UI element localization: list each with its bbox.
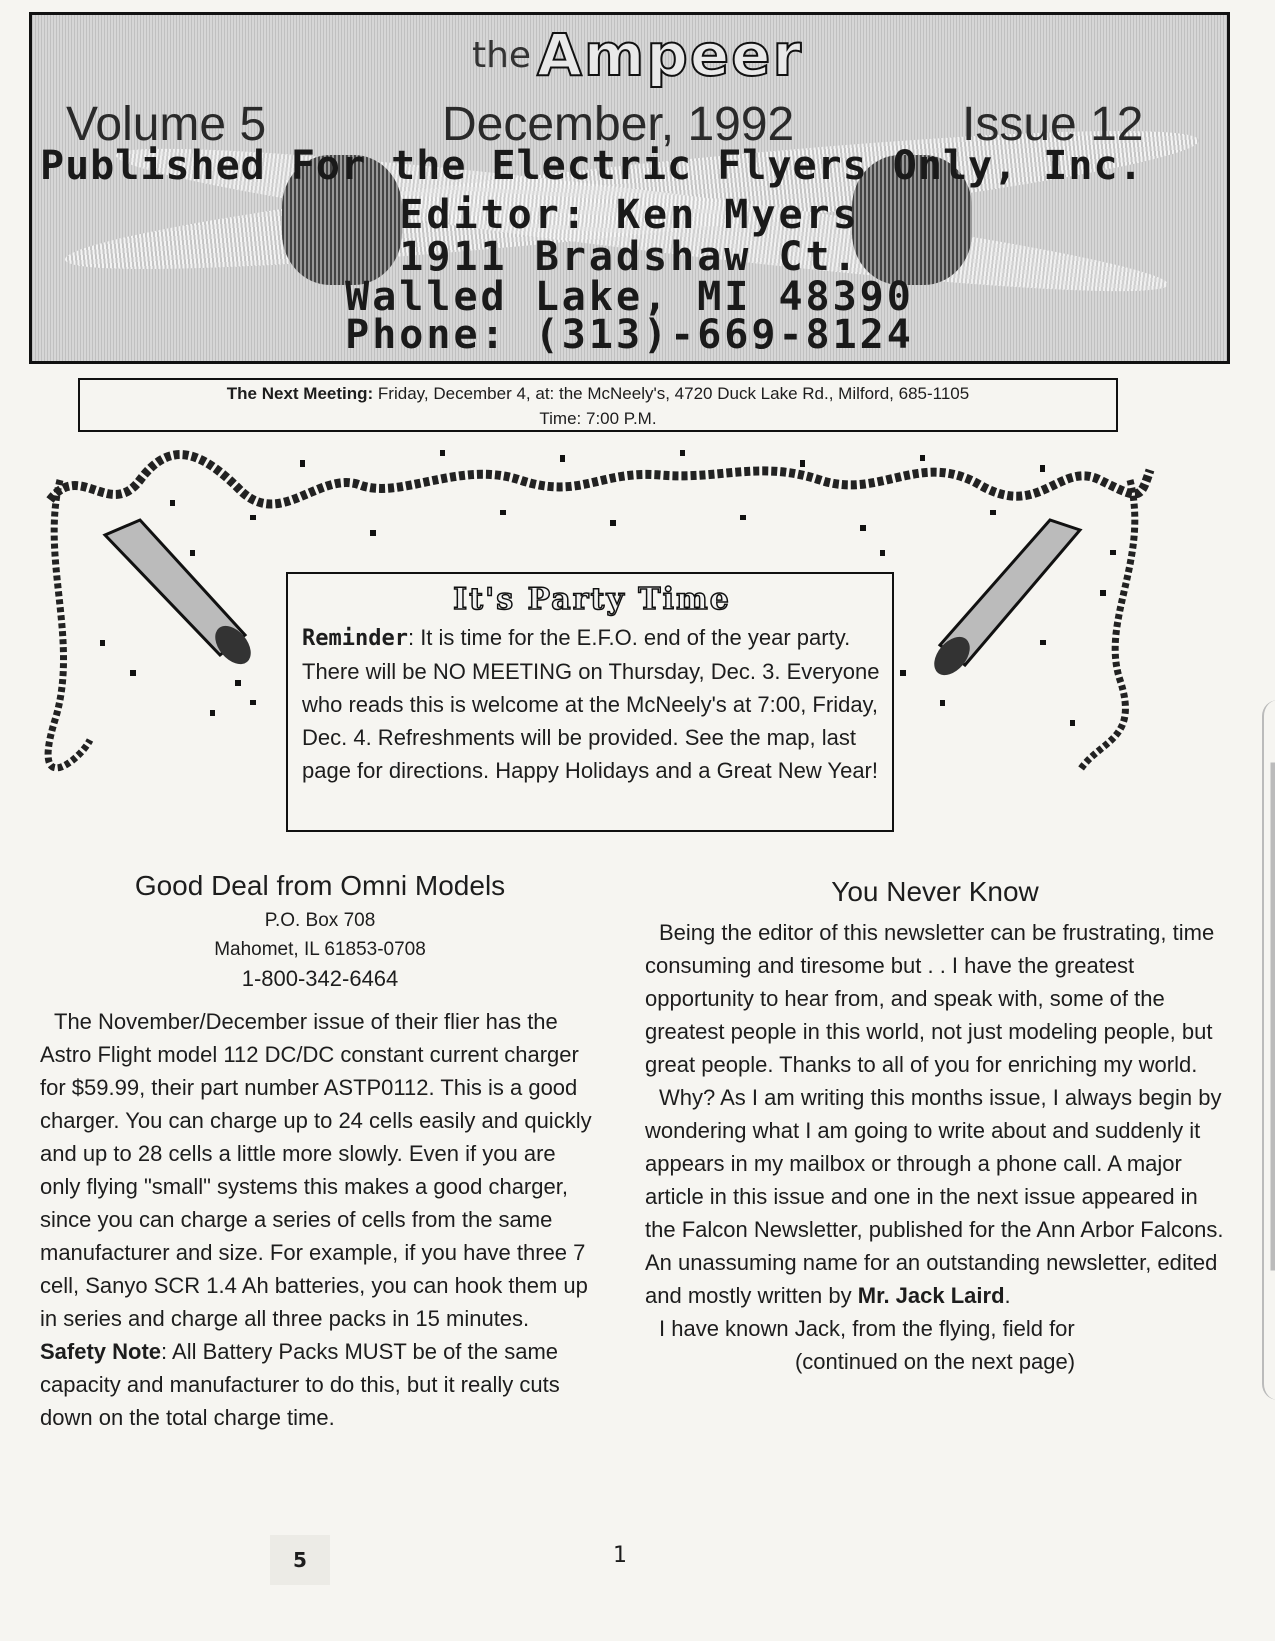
editor-name: Editor: Ken Myers — [399, 192, 860, 238]
next-meeting-time: Time: 7:00 P.M. — [539, 409, 657, 428]
editor-city: Walled Lake, MI 48390 — [345, 274, 914, 320]
issue-date: December, 1992 — [442, 98, 795, 151]
editor-phone: Phone: (313)-669-8124 — [345, 312, 914, 358]
omni-article-body: The November/December issue of their flier has the Astro Flight model 112 DC/DC constant current charger for $59.99, their part number ASTP0112. This is a good charger. You can charge up to 24 cells easily and quickly and up to 28 cells a little more slowly. Even if you are only flying "small" systems this makes a good charger, since you can charge a series of cells from the same manufacturer and size. For example, if you have three 7 cell, Sanyo SCR 1.4 Ah batteries, you can hook them up in series and charge all three packs in 15 minutes. — [40, 1009, 592, 1331]
omni-models-article — [40, 868, 600, 1434]
party-reminder-text — [302, 621, 882, 787]
omni-phone: 1-800-342-6464 — [241, 966, 399, 991]
ynk-author-name: Mr. Jack Laird — [857, 1283, 1005, 1308]
safety-note-label: Safety Note — [40, 1339, 162, 1364]
ynk-paragraph-3: I have known Jack, from the flying, field for — [659, 1316, 1075, 1341]
next-meeting-label: The Next Meeting: — [226, 384, 374, 403]
page-number: 1 — [613, 1543, 627, 1568]
ynk-article-heading: You Never Know — [831, 876, 1039, 907]
masthead-the: the — [472, 35, 532, 76]
omni-address-line-1: P.O. Box 708 — [264, 910, 376, 931]
ynk-paragraph-2-end: . — [1004, 1283, 1011, 1308]
newsletter-title: Ampeer — [537, 21, 804, 89]
party-reminder-box — [286, 572, 894, 832]
party-horn-right-icon — [927, 520, 1080, 682]
editor-street: 1911 Bradshaw Ct. — [399, 234, 860, 280]
omni-article-heading: Good Deal from Omni Models — [134, 870, 506, 901]
page-fold-edge — [1262, 700, 1275, 1400]
ynk-paragraph-2-text: Why? As I am writing this months issue, I always begin by wondering what I am going to write about and suddenly it appears in my mailbox or through a phone call. A major article in this issue and one in the next issue appeared in the Falcon Newsletter, published for the Ann Arbor Falcons. An unassuming name for an outstanding newsletter, edited and mostly written by — [645, 1085, 1224, 1308]
next-meeting-box — [78, 378, 1118, 432]
safety-note-text: : All Battery Packs MUST be of the same capacity and manufacturer to do this, but it really cuts down on the total charge time. — [40, 1339, 560, 1430]
next-meeting-details: Friday, December 4, at: the McNeely's, 4720 Duck Lake Rd., Milford, 685-1105 — [377, 384, 970, 403]
masthead — [29, 12, 1230, 364]
party-title: It's Party Time — [453, 582, 731, 617]
reminder-label: Reminder — [302, 626, 408, 651]
ynk-paragraph-1: Being the editor of this newsletter can be frustrating, time consuming and tiresome but . . I have the greatest opportunity to hear from, and speak with, some of the greatest people in this world, not just modeling people, but great people. Thanks to all of you for enriching my world. — [645, 920, 1215, 1077]
publisher-line: Published For the Electric Flyers Only, Inc. — [40, 143, 1144, 189]
page-tab-number: 5 — [270, 1535, 330, 1585]
omni-address-line-2: Mahomet, IL 61853-0708 — [214, 939, 426, 960]
volume-label: Volume 5 — [66, 98, 267, 151]
issue-label: Issue 12 — [962, 98, 1144, 151]
safety-note — [40, 1335, 600, 1434]
you-never-know-article — [645, 874, 1225, 1378]
party-horn-left-icon — [105, 520, 258, 671]
continued-note: (continued on the next page) — [794, 1349, 1076, 1374]
ynk-paragraph-2 — [645, 1081, 1225, 1312]
reminder-body: : It is time for the E.F.O. end of the year party. There will be NO MEETING on Thursday, Dec. 3. Everyone who reads this is welcome at the McNeely's at 7:00, Friday, Dec. 4. Refreshments will be provided. See the map, last page for directions. Happy Holidays and a Great New Year! — [302, 625, 880, 783]
